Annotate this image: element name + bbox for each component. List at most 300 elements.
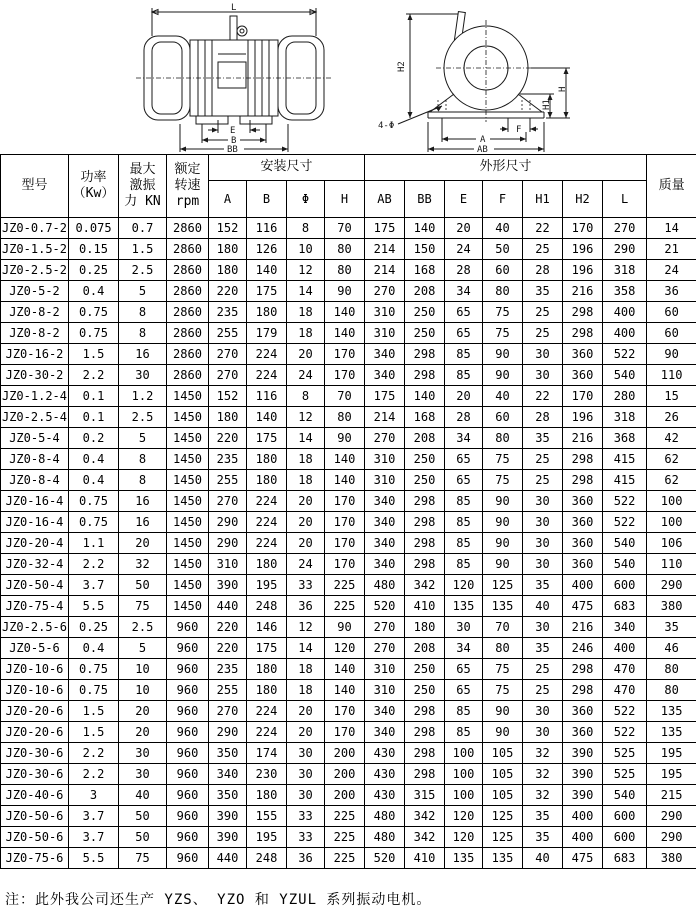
value-cell: 135: [647, 722, 696, 743]
value-cell: 32: [523, 785, 563, 806]
header-power: [69, 155, 119, 218]
value-cell: 960: [167, 785, 209, 806]
value-cell: 298: [405, 764, 445, 785]
table-row: [1, 239, 696, 260]
model-cell: JZ0-5-4: [1, 428, 69, 449]
value-cell: 170: [325, 533, 365, 554]
value-cell: 30: [523, 722, 563, 743]
value-cell: 1.5: [69, 344, 119, 365]
value-cell: 2860: [167, 365, 209, 386]
header-power-line1: 功率: [80, 169, 107, 185]
value-cell: 960: [167, 848, 209, 869]
table-row: [1, 491, 696, 512]
value-cell: 470: [603, 659, 647, 680]
header-force-line3: 力 KN: [124, 194, 161, 210]
value-cell: 358: [603, 281, 647, 302]
value-cell: 298: [563, 470, 603, 491]
value-cell: 90: [483, 533, 523, 554]
model-cell: JZ0-16-2: [1, 344, 69, 365]
value-cell: 135: [483, 596, 523, 617]
value-cell: 10: [119, 659, 167, 680]
value-cell: 208: [405, 638, 445, 659]
value-cell: 36: [647, 281, 696, 302]
value-cell: 248: [247, 596, 287, 617]
header-force-line2: 激振: [129, 177, 156, 193]
value-cell: 126: [247, 239, 287, 260]
value-cell: 2860: [167, 323, 209, 344]
value-cell: 12: [287, 407, 325, 428]
value-cell: 270: [365, 617, 405, 638]
dim-label-AB: AB: [477, 145, 488, 152]
value-cell: 90: [483, 365, 523, 386]
value-cell: 340: [365, 512, 405, 533]
value-cell: 290: [647, 827, 696, 848]
value-cell: 75: [483, 449, 523, 470]
value-cell: 80: [647, 659, 696, 680]
table-row: [1, 575, 696, 596]
value-cell: 140: [325, 302, 365, 323]
value-cell: 1450: [167, 470, 209, 491]
value-cell: 90: [483, 512, 523, 533]
value-cell: 195: [247, 575, 287, 596]
value-cell: 235: [209, 659, 247, 680]
value-cell: 20: [119, 533, 167, 554]
value-cell: 540: [603, 533, 647, 554]
value-cell: 340: [365, 722, 405, 743]
value-cell: 25: [523, 449, 563, 470]
table-row: [1, 407, 696, 428]
value-cell: 40: [523, 596, 563, 617]
value-cell: 208: [405, 281, 445, 302]
model-cell: JZ0-2.5-6: [1, 617, 69, 638]
value-cell: 390: [209, 827, 247, 848]
value-cell: 200: [325, 785, 365, 806]
value-cell: 36: [287, 848, 325, 869]
value-cell: 175: [247, 428, 287, 449]
value-cell: 140: [405, 386, 445, 407]
header-col-H2: H2: [563, 181, 603, 218]
value-cell: 30: [287, 743, 325, 764]
value-cell: 250: [405, 323, 445, 344]
value-cell: 75: [119, 596, 167, 617]
value-cell: 85: [445, 533, 483, 554]
value-cell: 1450: [167, 428, 209, 449]
value-cell: 0.75: [69, 659, 119, 680]
model-cell: JZ0-32-4: [1, 554, 69, 575]
value-cell: 90: [325, 428, 365, 449]
value-cell: 0.1: [69, 407, 119, 428]
value-cell: 340: [365, 365, 405, 386]
value-cell: 2.2: [69, 365, 119, 386]
value-cell: 125: [483, 806, 523, 827]
dim-label-4-phi: 4-Φ: [378, 121, 395, 131]
value-cell: 5.5: [69, 848, 119, 869]
model-cell: JZ0-10-6: [1, 680, 69, 701]
value-cell: 220: [209, 617, 247, 638]
value-cell: 25: [523, 323, 563, 344]
value-cell: 65: [445, 470, 483, 491]
table-row: [1, 386, 696, 407]
motor-side-view-drawing: [106, 2, 362, 152]
value-cell: 62: [647, 449, 696, 470]
model-cell: JZ0-1.2-4: [1, 386, 69, 407]
value-cell: 224: [247, 491, 287, 512]
value-cell: 540: [603, 785, 647, 806]
value-cell: 360: [563, 344, 603, 365]
value-cell: 250: [405, 470, 445, 491]
value-cell: 170: [325, 344, 365, 365]
value-cell: 1450: [167, 407, 209, 428]
value-cell: 440: [209, 848, 247, 869]
value-cell: 30: [445, 617, 483, 638]
value-cell: 80: [325, 239, 365, 260]
value-cell: 30: [523, 533, 563, 554]
value-cell: 430: [365, 785, 405, 806]
value-cell: 2860: [167, 281, 209, 302]
value-cell: 34: [445, 281, 483, 302]
value-cell: 24: [647, 260, 696, 281]
value-cell: 340: [365, 344, 405, 365]
value-cell: 8: [119, 323, 167, 344]
value-cell: 0.075: [69, 218, 119, 239]
value-cell: 390: [209, 806, 247, 827]
value-cell: 215: [647, 785, 696, 806]
value-cell: 40: [523, 848, 563, 869]
value-cell: 224: [247, 512, 287, 533]
value-cell: 110: [647, 554, 696, 575]
value-cell: 75: [483, 302, 523, 323]
model-cell: JZ0-50-6: [1, 806, 69, 827]
model-cell: JZ0-20-4: [1, 533, 69, 554]
model-cell: JZ0-50-4: [1, 575, 69, 596]
value-cell: 216: [563, 617, 603, 638]
value-cell: 120: [325, 638, 365, 659]
value-cell: 235: [209, 449, 247, 470]
value-cell: 270: [365, 428, 405, 449]
value-cell: 298: [405, 491, 445, 512]
value-cell: 255: [209, 470, 247, 491]
model-cell: JZ0-40-6: [1, 785, 69, 806]
value-cell: 2.5: [119, 260, 167, 281]
value-cell: 35: [523, 827, 563, 848]
value-cell: 22: [523, 386, 563, 407]
value-cell: 2860: [167, 239, 209, 260]
value-cell: 80: [483, 638, 523, 659]
value-cell: 50: [119, 575, 167, 596]
dim-label-L: L: [231, 3, 237, 13]
value-cell: 350: [209, 743, 247, 764]
value-cell: 35: [523, 428, 563, 449]
table-row: [1, 785, 696, 806]
value-cell: 2.2: [69, 743, 119, 764]
model-cell: JZ0-8-2: [1, 323, 69, 344]
value-cell: 70: [325, 386, 365, 407]
value-cell: 80: [483, 281, 523, 302]
value-cell: 170: [325, 722, 365, 743]
value-cell: 3: [69, 785, 119, 806]
value-cell: 110: [647, 365, 696, 386]
value-cell: 2.5: [119, 617, 167, 638]
header-install-group: 安装尺寸: [209, 155, 365, 181]
value-cell: 340: [365, 491, 405, 512]
value-cell: 270: [209, 344, 247, 365]
value-cell: 179: [247, 323, 287, 344]
value-cell: 50: [119, 827, 167, 848]
value-cell: 70: [483, 617, 523, 638]
value-cell: 30: [119, 764, 167, 785]
value-cell: 116: [247, 386, 287, 407]
value-cell: 1.2: [119, 386, 167, 407]
table-row: [1, 659, 696, 680]
value-cell: 480: [365, 827, 405, 848]
value-cell: 400: [563, 827, 603, 848]
value-cell: 1450: [167, 491, 209, 512]
value-cell: 225: [325, 575, 365, 596]
value-cell: 310: [365, 302, 405, 323]
value-cell: 470: [603, 680, 647, 701]
value-cell: 250: [405, 680, 445, 701]
value-cell: 105: [483, 764, 523, 785]
value-cell: 146: [247, 617, 287, 638]
value-cell: 290: [209, 512, 247, 533]
value-cell: 340: [365, 701, 405, 722]
value-cell: 90: [647, 344, 696, 365]
value-cell: 26: [647, 407, 696, 428]
value-cell: 960: [167, 617, 209, 638]
value-cell: 1450: [167, 512, 209, 533]
value-cell: 310: [365, 659, 405, 680]
motor-end-view-drawing: [376, 2, 590, 152]
value-cell: 1450: [167, 554, 209, 575]
value-cell: 155: [247, 806, 287, 827]
model-cell: JZ0-30-2: [1, 365, 69, 386]
value-cell: 310: [209, 554, 247, 575]
value-cell: 2860: [167, 260, 209, 281]
value-cell: 20: [445, 218, 483, 239]
value-cell: 80: [325, 260, 365, 281]
value-cell: 298: [563, 323, 603, 344]
value-cell: 140: [325, 659, 365, 680]
value-cell: 0.75: [69, 323, 119, 344]
value-cell: 960: [167, 743, 209, 764]
value-cell: 65: [445, 680, 483, 701]
value-cell: 30: [287, 785, 325, 806]
value-cell: 35: [647, 617, 696, 638]
table-row: [1, 848, 696, 869]
value-cell: 360: [563, 701, 603, 722]
value-cell: 225: [325, 806, 365, 827]
value-cell: 250: [405, 449, 445, 470]
value-cell: 0.75: [69, 302, 119, 323]
value-cell: 180: [247, 659, 287, 680]
value-cell: 960: [167, 701, 209, 722]
value-cell: 12: [287, 617, 325, 638]
value-cell: 214: [365, 239, 405, 260]
value-cell: 105: [483, 743, 523, 764]
dim-label-H: H: [558, 86, 568, 92]
value-cell: 100: [445, 764, 483, 785]
value-cell: 410: [405, 596, 445, 617]
value-cell: 298: [563, 680, 603, 701]
value-cell: 8: [287, 386, 325, 407]
value-cell: 0.4: [69, 449, 119, 470]
table-row: [1, 764, 696, 785]
value-cell: 225: [325, 827, 365, 848]
value-cell: 75: [483, 470, 523, 491]
value-cell: 60: [647, 323, 696, 344]
value-cell: 20: [287, 701, 325, 722]
value-cell: 15: [647, 386, 696, 407]
value-cell: 290: [209, 533, 247, 554]
value-cell: 180: [209, 260, 247, 281]
value-cell: 195: [647, 743, 696, 764]
table-row: [1, 533, 696, 554]
value-cell: 1.5: [69, 722, 119, 743]
header-col-H: H: [325, 181, 365, 218]
table-row: [1, 302, 696, 323]
value-cell: 310: [365, 323, 405, 344]
value-cell: 298: [405, 365, 445, 386]
value-cell: 85: [445, 701, 483, 722]
value-cell: 318: [603, 407, 647, 428]
value-cell: 2860: [167, 302, 209, 323]
model-cell: JZ0-30-6: [1, 764, 69, 785]
value-cell: 85: [445, 491, 483, 512]
value-cell: 400: [563, 575, 603, 596]
value-cell: 30: [523, 491, 563, 512]
value-cell: 360: [563, 491, 603, 512]
value-cell: 90: [483, 344, 523, 365]
table-row: [1, 743, 696, 764]
value-cell: 34: [445, 428, 483, 449]
header-col-L: L: [603, 181, 647, 218]
value-cell: 0.75: [69, 512, 119, 533]
value-cell: 20: [287, 491, 325, 512]
value-cell: 340: [209, 764, 247, 785]
model-cell: JZ0-8-4: [1, 449, 69, 470]
value-cell: 25: [523, 659, 563, 680]
value-cell: 20: [445, 386, 483, 407]
header-col-phi: Φ: [287, 181, 325, 218]
value-cell: 3.7: [69, 806, 119, 827]
value-cell: 960: [167, 680, 209, 701]
value-cell: 28: [445, 407, 483, 428]
value-cell: 170: [325, 491, 365, 512]
value-cell: 475: [563, 848, 603, 869]
value-cell: 290: [603, 239, 647, 260]
value-cell: 214: [365, 407, 405, 428]
value-cell: 225: [325, 848, 365, 869]
table-row: [1, 218, 696, 239]
value-cell: 180: [209, 239, 247, 260]
value-cell: 480: [365, 806, 405, 827]
dim-label-H1: H1: [542, 99, 552, 110]
header-col-H1: H1: [523, 181, 563, 218]
value-cell: 0.4: [69, 638, 119, 659]
value-cell: 216: [563, 281, 603, 302]
table-row: [1, 428, 696, 449]
value-cell: 65: [445, 302, 483, 323]
header-speed-line1: 额定: [174, 161, 201, 177]
value-cell: 342: [405, 806, 445, 827]
value-cell: 350: [209, 785, 247, 806]
header-col-AB: AB: [365, 181, 405, 218]
value-cell: 440: [209, 596, 247, 617]
header-outline-group: 外形尺寸: [365, 155, 647, 181]
value-cell: 140: [247, 260, 287, 281]
value-cell: 315: [405, 785, 445, 806]
value-cell: 80: [325, 407, 365, 428]
spec-table: [0, 154, 696, 869]
value-cell: 480: [365, 575, 405, 596]
value-cell: 342: [405, 827, 445, 848]
value-cell: 960: [167, 806, 209, 827]
spec-table-header: [1, 155, 696, 218]
value-cell: 150: [405, 239, 445, 260]
value-cell: 1.5: [119, 239, 167, 260]
value-cell: 120: [445, 575, 483, 596]
value-cell: 1450: [167, 386, 209, 407]
value-cell: 36: [287, 596, 325, 617]
value-cell: 105: [483, 785, 523, 806]
value-cell: 298: [563, 302, 603, 323]
header-col-F: F: [483, 181, 523, 218]
model-cell: JZ0-5-2: [1, 281, 69, 302]
value-cell: 220: [209, 428, 247, 449]
value-cell: 21: [647, 239, 696, 260]
value-cell: 170: [325, 554, 365, 575]
value-cell: 298: [405, 533, 445, 554]
value-cell: 1450: [167, 575, 209, 596]
value-cell: 224: [247, 365, 287, 386]
value-cell: 255: [209, 323, 247, 344]
table-row: [1, 680, 696, 701]
table-row: [1, 365, 696, 386]
value-cell: 522: [603, 491, 647, 512]
value-cell: 960: [167, 659, 209, 680]
header-model: 型号: [1, 155, 69, 218]
value-cell: 180: [247, 449, 287, 470]
value-cell: 42: [647, 428, 696, 449]
value-cell: 85: [445, 365, 483, 386]
value-cell: 360: [563, 512, 603, 533]
value-cell: 180: [247, 470, 287, 491]
value-cell: 8: [119, 302, 167, 323]
value-cell: 152: [209, 386, 247, 407]
value-cell: 18: [287, 659, 325, 680]
value-cell: 170: [325, 512, 365, 533]
value-cell: 10: [119, 680, 167, 701]
value-cell: 180: [247, 680, 287, 701]
value-cell: 415: [603, 470, 647, 491]
value-cell: 170: [563, 218, 603, 239]
header-speed-line3: rpm: [175, 194, 200, 210]
value-cell: 600: [603, 806, 647, 827]
value-cell: 100: [647, 512, 696, 533]
value-cell: 310: [365, 449, 405, 470]
value-cell: 125: [483, 575, 523, 596]
value-cell: 12: [287, 260, 325, 281]
value-cell: 255: [209, 680, 247, 701]
value-cell: 683: [603, 596, 647, 617]
header-col-E: E: [445, 181, 483, 218]
value-cell: 175: [365, 218, 405, 239]
value-cell: 33: [287, 806, 325, 827]
value-cell: 368: [603, 428, 647, 449]
value-cell: 90: [483, 554, 523, 575]
technical-drawings: [0, 0, 696, 152]
value-cell: 116: [247, 218, 287, 239]
